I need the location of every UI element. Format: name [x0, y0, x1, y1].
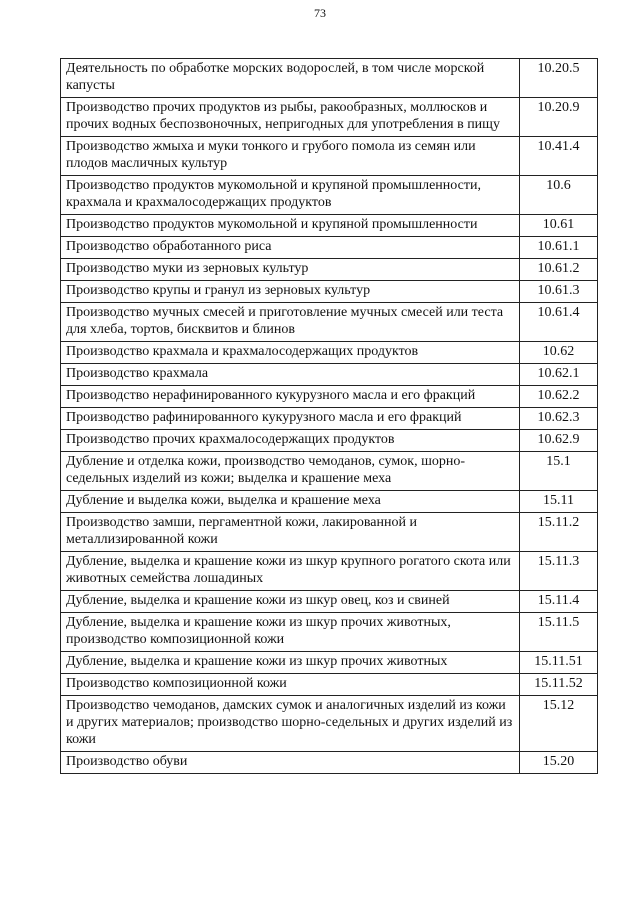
activity-description-cell: Производство продуктов мукомольной и крупяной промышленности, крахмала и крахмалосодержащих продуктов: [61, 176, 520, 215]
activity-code-cell: 15.11.2: [520, 513, 598, 552]
activity-code-cell: 15.20: [520, 752, 598, 774]
activity-description-cell: Производство муки из зерновых культур: [61, 259, 520, 281]
activity-code-cell: 15.11.3: [520, 552, 598, 591]
table-row: [61, 281, 598, 303]
activity-description-cell: Производство прочих продуктов из рыбы, ракообразных, моллюсков и прочих водных беспозвоночных, непригодных для употребления в пищу: [61, 98, 520, 137]
table-row: [61, 386, 598, 408]
activity-code-cell: 10.61.4: [520, 303, 598, 342]
table-row: [61, 59, 598, 98]
activity-description-cell: Дубление и отделка кожи, производство чемоданов, сумок, шорно-седельных изделий из кожи; выделка и крашение меха: [61, 452, 520, 491]
activity-description-cell: Производство обработанного риса: [61, 237, 520, 259]
activity-code-cell: 10.62.3: [520, 408, 598, 430]
activity-code-cell: 15.11.4: [520, 591, 598, 613]
table-row: [61, 176, 598, 215]
activity-code-cell: 10.61.2: [520, 259, 598, 281]
activity-description-cell: Дубление, выделка и крашение кожи из шкур прочих животных: [61, 652, 520, 674]
activity-code-cell: 10.20.5: [520, 59, 598, 98]
activity-code-cell: 10.62.9: [520, 430, 598, 452]
table-row: [61, 98, 598, 137]
table-row: [61, 303, 598, 342]
activity-code-cell: 10.6: [520, 176, 598, 215]
activity-description-cell: Производство крахмала и крахмалосодержащих продуктов: [61, 342, 520, 364]
activity-description-cell: Дубление, выделка и крашение кожи из шкур прочих животных, производство композиционной кожи: [61, 613, 520, 652]
table-row: [61, 552, 598, 591]
activity-code-cell: 10.61: [520, 215, 598, 237]
table-row: [61, 237, 598, 259]
activity-description-cell: Производство крахмала: [61, 364, 520, 386]
activity-description-cell: Дубление и выделка кожи, выделка и крашение меха: [61, 491, 520, 513]
activity-code-cell: 10.61.3: [520, 281, 598, 303]
activity-code-cell: 15.11: [520, 491, 598, 513]
activity-description-cell: Деятельность по обработке морских водорослей, в том числе морской капусты: [61, 59, 520, 98]
activity-description-cell: Производство нерафинированного кукурузного масла и его фракций: [61, 386, 520, 408]
activity-code-cell: 10.62.1: [520, 364, 598, 386]
activity-code-cell: 15.11.5: [520, 613, 598, 652]
table-row: [61, 408, 598, 430]
activity-description-cell: Производство жмыха и муки тонкого и грубого помола из семян или плодов масличных культур: [61, 137, 520, 176]
activity-code-cell: 15.1: [520, 452, 598, 491]
activity-code-cell: 15.12: [520, 696, 598, 752]
table-row: [61, 591, 598, 613]
table-row: [61, 652, 598, 674]
activity-description-cell: Производство рафинированного кукурузного масла и его фракций: [61, 408, 520, 430]
activity-code-cell: 15.11.52: [520, 674, 598, 696]
table-row: [61, 452, 598, 491]
activity-code-table: [60, 58, 598, 774]
activity-description-cell: Производство крупы и гранул из зерновых культур: [61, 281, 520, 303]
activity-description-cell: Производство продуктов мукомольной и крупяной промышленности: [61, 215, 520, 237]
table-row: [61, 513, 598, 552]
activity-description-cell: Производство замши, пергаментной кожи, лакированной и металлизированной кожи: [61, 513, 520, 552]
activity-description-cell: Производство чемоданов, дамских сумок и аналогичных изделий из кожи и других материалов; производство шорно-седельных и других изделий из кожи: [61, 696, 520, 752]
activity-code-cell: 15.11.51: [520, 652, 598, 674]
table-row: [61, 430, 598, 452]
activity-code-cell: 10.20.9: [520, 98, 598, 137]
activity-code-cell: 10.62: [520, 342, 598, 364]
activity-description-cell: Дубление, выделка и крашение кожи из шкур крупного рогатого скота или животных семейства лошадиных: [61, 552, 520, 591]
activity-description-cell: Производство прочих крахмалосодержащих продуктов: [61, 430, 520, 452]
activity-code-cell: 10.62.2: [520, 386, 598, 408]
table-row: [61, 137, 598, 176]
table-row: [61, 364, 598, 386]
activity-description-cell: Дубление, выделка и крашение кожи из шкур овец, коз и свиней: [61, 591, 520, 613]
activity-code-cell: 10.41.4: [520, 137, 598, 176]
table-row: [61, 752, 598, 774]
page-number: 73: [314, 6, 326, 20]
table-row: [61, 613, 598, 652]
activity-description-cell: Производство мучных смесей и приготовление мучных смесей или теста для хлеба, тортов, бисквитов и блинов: [61, 303, 520, 342]
table-body: [61, 59, 598, 774]
table-row: [61, 342, 598, 364]
activity-description-cell: Производство обуви: [61, 752, 520, 774]
table-row: [61, 491, 598, 513]
table-row: [61, 259, 598, 281]
table-row: [61, 696, 598, 752]
activity-description-cell: Производство композиционной кожи: [61, 674, 520, 696]
activity-code-cell: 10.61.1: [520, 237, 598, 259]
table-row: [61, 215, 598, 237]
table-row: [61, 674, 598, 696]
